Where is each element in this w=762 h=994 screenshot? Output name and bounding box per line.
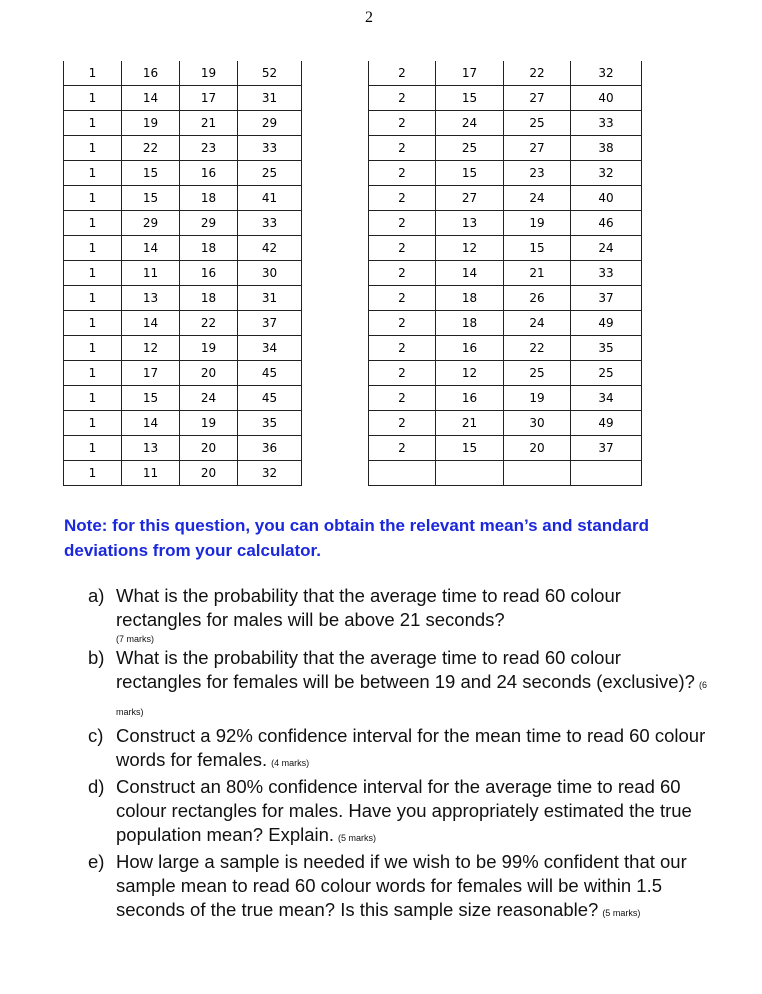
table-cell: 1 [64, 336, 122, 361]
table-cell: 24 [436, 111, 504, 136]
table-cell: 2 [369, 261, 436, 286]
table-cell: 35 [238, 411, 302, 436]
question-text: How large a sample is needed if we wish to be 99% confident that our sample mean to read 60 colour words for females will be within 1.5 seconds of the true mean? Is this sample size reasonable? [116, 851, 687, 920]
table-cell: 25 [436, 136, 504, 161]
table-cell: 19 [122, 111, 180, 136]
table-cell: 15 [436, 161, 504, 186]
table-cell: 40 [571, 86, 642, 111]
table-cell: 20 [180, 436, 238, 461]
table-cell: 27 [504, 86, 571, 111]
table-row [369, 236, 642, 261]
table-cell: 23 [180, 136, 238, 161]
table-row [64, 361, 302, 386]
table-cell: 14 [122, 411, 180, 436]
table-row [64, 61, 302, 86]
table-cell: 22 [504, 336, 571, 361]
table-cell: 40 [571, 186, 642, 211]
table-cell: 27 [504, 136, 571, 161]
table-cell: 2 [369, 61, 436, 86]
table-cell: 33 [238, 211, 302, 236]
table-cell: 2 [369, 336, 436, 361]
table-cell: 20 [180, 361, 238, 386]
question-letter: e) [88, 851, 105, 872]
table-cell [504, 461, 571, 486]
table-cell: 13 [436, 211, 504, 236]
table-cell: 30 [238, 261, 302, 286]
table-cell: 46 [571, 211, 642, 236]
table-cell: 25 [504, 111, 571, 136]
table-cell: 2 [369, 361, 436, 386]
table-cell [436, 461, 504, 486]
table-cell: 12 [436, 361, 504, 386]
note-text: Note: for this question, you can obtain the relevant mean’s and standard deviations from your calculator. [64, 516, 650, 560]
table-cell: 22 [504, 61, 571, 86]
table-cell: 52 [238, 61, 302, 86]
table-cell: 24 [571, 236, 642, 261]
table-cell: 29 [180, 211, 238, 236]
table-cell: 34 [238, 336, 302, 361]
table-row [369, 286, 642, 311]
table-cell: 29 [238, 111, 302, 136]
table-row [369, 186, 642, 211]
question-text: Construct a 92% confidence interval for the mean time to read 60 colour words for females. [116, 725, 706, 770]
table-row [369, 411, 642, 436]
table-cell: 20 [504, 436, 571, 461]
table-row [64, 211, 302, 236]
table-cell: 2 [369, 411, 436, 436]
table-cell: 1 [64, 461, 122, 486]
table-cell: 14 [122, 86, 180, 111]
table-cell: 21 [504, 261, 571, 286]
right-data-table [368, 61, 642, 486]
table-cell: 24 [504, 186, 571, 211]
table-cell: 17 [436, 61, 504, 86]
table-row [369, 436, 642, 461]
table-cell: 1 [64, 111, 122, 136]
table-cell: 1 [64, 86, 122, 111]
table-cell: 36 [238, 436, 302, 461]
table-cell: 49 [571, 411, 642, 436]
question-letter: d) [88, 776, 105, 797]
table-cell: 1 [64, 286, 122, 311]
table-row [64, 161, 302, 186]
table-cell: 45 [238, 386, 302, 411]
table-cell: 25 [504, 361, 571, 386]
table-cell: 33 [571, 261, 642, 286]
question-marks: (6 marks) [116, 680, 707, 717]
table-cell: 29 [122, 211, 180, 236]
question-marks: (5 marks) [338, 833, 377, 843]
table-cell: 2 [369, 161, 436, 186]
table-cell: 18 [180, 236, 238, 261]
table-cell: 22 [180, 311, 238, 336]
question-text: What is the probability that the average time to read 60 colour rectangles for females will be between 19 and 24 seconds (exclusive)? [116, 647, 695, 692]
table-cell: 1 [64, 411, 122, 436]
table-cell: 15 [122, 161, 180, 186]
table-cell: 15 [436, 86, 504, 111]
table-cell: 11 [122, 461, 180, 486]
table-cell [369, 461, 436, 486]
left-data-table [63, 61, 302, 486]
table-cell: 24 [504, 311, 571, 336]
table-row [64, 336, 302, 361]
table-row [64, 411, 302, 436]
table-cell: 23 [504, 161, 571, 186]
table-cell: 14 [436, 261, 504, 286]
table-cell: 13 [122, 286, 180, 311]
table-row [369, 111, 642, 136]
table-cell: 2 [369, 311, 436, 336]
table-cell: 1 [64, 161, 122, 186]
question-item [88, 850, 708, 925]
table-cell: 16 [122, 61, 180, 86]
table-row [369, 86, 642, 111]
table-cell: 2 [369, 136, 436, 161]
table-cell: 21 [180, 111, 238, 136]
table-cell: 49 [571, 311, 642, 336]
table-cell [571, 461, 642, 486]
table-cell: 1 [64, 236, 122, 261]
table-cell: 15 [122, 186, 180, 211]
question-letter: a) [88, 585, 105, 606]
table-cell: 2 [369, 436, 436, 461]
table-row [369, 136, 642, 161]
table-row [64, 286, 302, 311]
table-row [369, 261, 642, 286]
table-cell: 45 [238, 361, 302, 386]
table-cell: 16 [436, 336, 504, 361]
question-item [88, 775, 708, 850]
table-cell: 2 [369, 286, 436, 311]
table-row [64, 186, 302, 211]
question-marks: (7 marks) [116, 634, 154, 644]
question-marks: (4 marks) [271, 758, 310, 768]
table-cell: 1 [64, 261, 122, 286]
table-cell: 35 [571, 336, 642, 361]
table-row [369, 361, 642, 386]
table-cell: 42 [238, 236, 302, 261]
table-cell: 25 [238, 161, 302, 186]
table-cell: 19 [504, 386, 571, 411]
table-cell: 17 [122, 361, 180, 386]
table-cell: 2 [369, 211, 436, 236]
question-letter: b) [88, 647, 105, 668]
table-cell: 16 [180, 161, 238, 186]
table-row [64, 461, 302, 486]
table-cell: 1 [64, 211, 122, 236]
table-cell: 27 [436, 186, 504, 211]
table-row [369, 211, 642, 236]
table-cell: 18 [180, 186, 238, 211]
table-cell: 16 [436, 386, 504, 411]
table-row [64, 311, 302, 336]
table-cell: 2 [369, 236, 436, 261]
table-row [369, 311, 642, 336]
table-row [64, 386, 302, 411]
table-cell: 38 [571, 136, 642, 161]
table-cell: 33 [238, 136, 302, 161]
table-cell: 32 [238, 461, 302, 486]
question-marks: (5 marks) [602, 908, 641, 918]
table-row [369, 461, 642, 486]
table-cell: 32 [571, 61, 642, 86]
table-cell: 18 [180, 286, 238, 311]
table-cell: 41 [238, 186, 302, 211]
table-cell: 13 [122, 436, 180, 461]
table-cell: 31 [238, 286, 302, 311]
table-cell: 15 [504, 236, 571, 261]
table-cell: 1 [64, 361, 122, 386]
question-item [88, 646, 708, 724]
table-cell: 26 [504, 286, 571, 311]
table-cell: 30 [504, 411, 571, 436]
table-cell: 14 [122, 236, 180, 261]
table-cell: 19 [504, 211, 571, 236]
table-cell: 18 [436, 311, 504, 336]
table-cell: 14 [122, 311, 180, 336]
table-cell: 11 [122, 261, 180, 286]
question-item [88, 724, 708, 775]
table-row [369, 386, 642, 411]
table-cell: 15 [436, 436, 504, 461]
table-cell: 17 [180, 86, 238, 111]
table-cell: 20 [180, 461, 238, 486]
table-cell: 22 [122, 136, 180, 161]
page-number: 2 [365, 9, 373, 26]
table-cell: 25 [571, 361, 642, 386]
table-row [369, 61, 642, 86]
table-cell: 37 [571, 286, 642, 311]
question-text: What is the probability that the average time to read 60 colour rectangles for males will be above 21 seconds? [116, 585, 621, 630]
table-cell: 21 [436, 411, 504, 436]
table-cell: 31 [238, 86, 302, 111]
table-cell: 32 [571, 161, 642, 186]
table-row [64, 136, 302, 161]
table-cell: 37 [571, 436, 642, 461]
table-cell: 19 [180, 336, 238, 361]
table-cell: 1 [64, 186, 122, 211]
table-cell: 2 [369, 386, 436, 411]
table-cell: 2 [369, 186, 436, 211]
table-cell: 1 [64, 136, 122, 161]
table-cell: 12 [436, 236, 504, 261]
table-cell: 24 [180, 386, 238, 411]
table-row [64, 111, 302, 136]
table-cell: 1 [64, 311, 122, 336]
table-cell: 33 [571, 111, 642, 136]
question-item [88, 584, 708, 646]
table-cell: 2 [369, 111, 436, 136]
table-cell: 1 [64, 386, 122, 411]
table-cell: 1 [64, 61, 122, 86]
table-row [64, 86, 302, 111]
table-cell: 37 [238, 311, 302, 336]
question-list [88, 584, 708, 925]
table-row [64, 261, 302, 286]
table-cell: 18 [436, 286, 504, 311]
table-row [369, 161, 642, 186]
table-cell: 16 [180, 261, 238, 286]
question-text: Construct an 80% confidence interval for the average time to read 60 colour rectangles for males. Have you appropriately estimated the true population mean? Explain. [116, 776, 692, 845]
table-row [64, 236, 302, 261]
table-cell: 19 [180, 61, 238, 86]
table-row [369, 336, 642, 361]
table-cell: 2 [369, 86, 436, 111]
table-cell: 12 [122, 336, 180, 361]
question-letter: c) [88, 725, 104, 746]
table-cell: 19 [180, 411, 238, 436]
table-cell: 34 [571, 386, 642, 411]
table-cell: 1 [64, 436, 122, 461]
table-cell: 15 [122, 386, 180, 411]
table-row [64, 436, 302, 461]
